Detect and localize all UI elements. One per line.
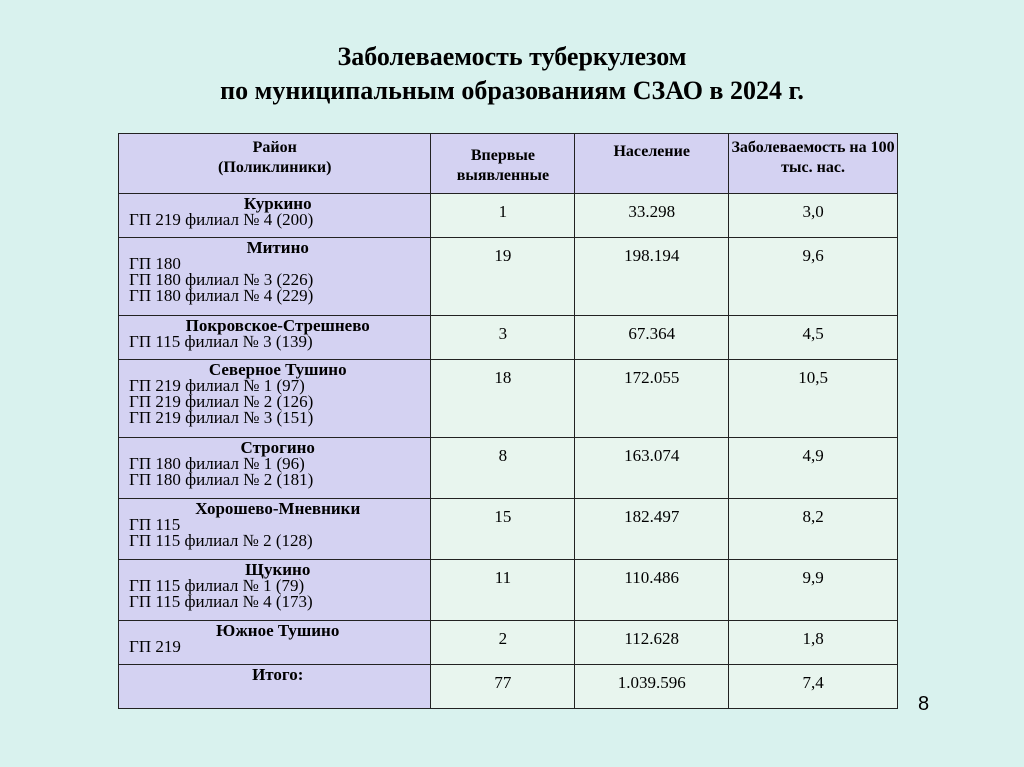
total-population-cell: 1.039.596 — [575, 665, 729, 709]
population-cell: 172.055 — [575, 360, 729, 438]
title-line-2: по муниципальным образованиям СЗАО в 2024 г. — [220, 76, 804, 105]
district-name: Строгино — [240, 438, 315, 457]
clinic-name: ГП 180 филиал № 3 (226) — [129, 270, 314, 289]
population-cell: 112.628 — [575, 621, 729, 665]
population-cell: 182.497 — [575, 499, 729, 560]
new-cases-cell: 19 — [431, 238, 575, 316]
clinic-name: ГП 180 филиал № 2 (181) — [129, 470, 314, 489]
clinic-name: ГП 219 филиал № 4 (200) — [129, 210, 314, 229]
district-name: Покровское-Стрешнево — [185, 316, 370, 335]
total-rate-cell: 7,4 — [729, 665, 898, 709]
table-row — [119, 438, 898, 499]
rate-cell: 1,8 — [729, 621, 898, 665]
population-cell: 33.298 — [575, 194, 729, 238]
table-row — [119, 238, 898, 316]
new-cases-cell: 15 — [431, 499, 575, 560]
district-cell — [119, 360, 431, 438]
clinic-name: ГП 180 филиал № 1 (96) — [129, 454, 305, 473]
new-cases-cell: 3 — [431, 316, 575, 360]
population-cell: 163.074 — [575, 438, 729, 499]
rate-cell: 3,0 — [729, 194, 898, 238]
district-cell — [119, 238, 431, 316]
clinic-name: ГП 115 — [129, 515, 181, 534]
new-cases-cell: 1 — [431, 194, 575, 238]
district-name: Северное Тушино — [208, 360, 347, 379]
rate-cell: 9,6 — [729, 238, 898, 316]
rate-cell: 4,9 — [729, 438, 898, 499]
header-population: Население — [575, 134, 729, 194]
header-rate: Заболеваемость на 100 тыс. нас. — [729, 134, 898, 194]
header-district — [119, 134, 431, 194]
clinic-name: ГП 219 — [129, 637, 181, 656]
district-cell — [119, 438, 431, 499]
clinic-name: ГП 180 — [129, 254, 181, 273]
rate-cell: 4,5 — [729, 316, 898, 360]
table-body — [119, 194, 898, 709]
clinic-name: ГП 219 филиал № 1 (97) — [129, 376, 305, 395]
clinic-name: ГП 115 филиал № 3 (139) — [129, 332, 313, 351]
rate-cell: 9,9 — [729, 560, 898, 621]
district-cell — [119, 499, 431, 560]
total-new-cases-cell: 77 — [431, 665, 575, 709]
new-cases-cell: 2 — [431, 621, 575, 665]
new-cases-cell: 18 — [431, 360, 575, 438]
table-row — [119, 499, 898, 560]
title-line-1: Заболеваемость туберкулезом — [337, 42, 687, 71]
table-row — [119, 621, 898, 665]
table-row — [119, 360, 898, 438]
rate-cell: 10,5 — [729, 360, 898, 438]
table-row — [119, 316, 898, 360]
district-name: Щукино — [245, 560, 311, 579]
slide-title — [0, 40, 1024, 108]
total-label-cell — [119, 665, 431, 709]
district-cell — [119, 621, 431, 665]
clinic-name: ГП 219 филиал № 3 (151) — [129, 408, 314, 427]
header-row — [119, 134, 898, 194]
total-row — [119, 665, 898, 709]
district-name: Куркино — [243, 194, 312, 213]
clinic-name: ГП 115 филиал № 1 (79) — [129, 576, 305, 595]
new-cases-cell: 8 — [431, 438, 575, 499]
population-cell: 198.194 — [575, 238, 729, 316]
district-name: Хорошево-Мневники — [195, 499, 361, 518]
page-number: 8 — [918, 693, 930, 715]
district-name: Южное Тушино — [216, 621, 340, 640]
table-row — [119, 194, 898, 238]
population-cell: 110.486 — [575, 560, 729, 621]
clinic-name: ГП 180 филиал № 4 (229) — [129, 286, 314, 305]
header-district-label: Район (Поликлиники) — [218, 139, 332, 176]
population-cell: 67.364 — [575, 316, 729, 360]
table-row — [119, 560, 898, 621]
district-cell — [119, 316, 431, 360]
clinic-name: ГП 115 филиал № 2 (128) — [129, 531, 313, 550]
new-cases-cell: 11 — [431, 560, 575, 621]
district-cell — [119, 560, 431, 621]
header-new-cases: Впервые выявленные — [431, 134, 575, 194]
district-name: Митино — [246, 238, 309, 257]
rate-cell: 8,2 — [729, 499, 898, 560]
total-label: Итого: — [252, 665, 304, 684]
clinic-name: ГП 115 филиал № 4 (173) — [129, 592, 313, 611]
clinic-name: ГП 219 филиал № 2 (126) — [129, 392, 314, 411]
incidence-table — [118, 133, 898, 709]
district-cell — [119, 194, 431, 238]
